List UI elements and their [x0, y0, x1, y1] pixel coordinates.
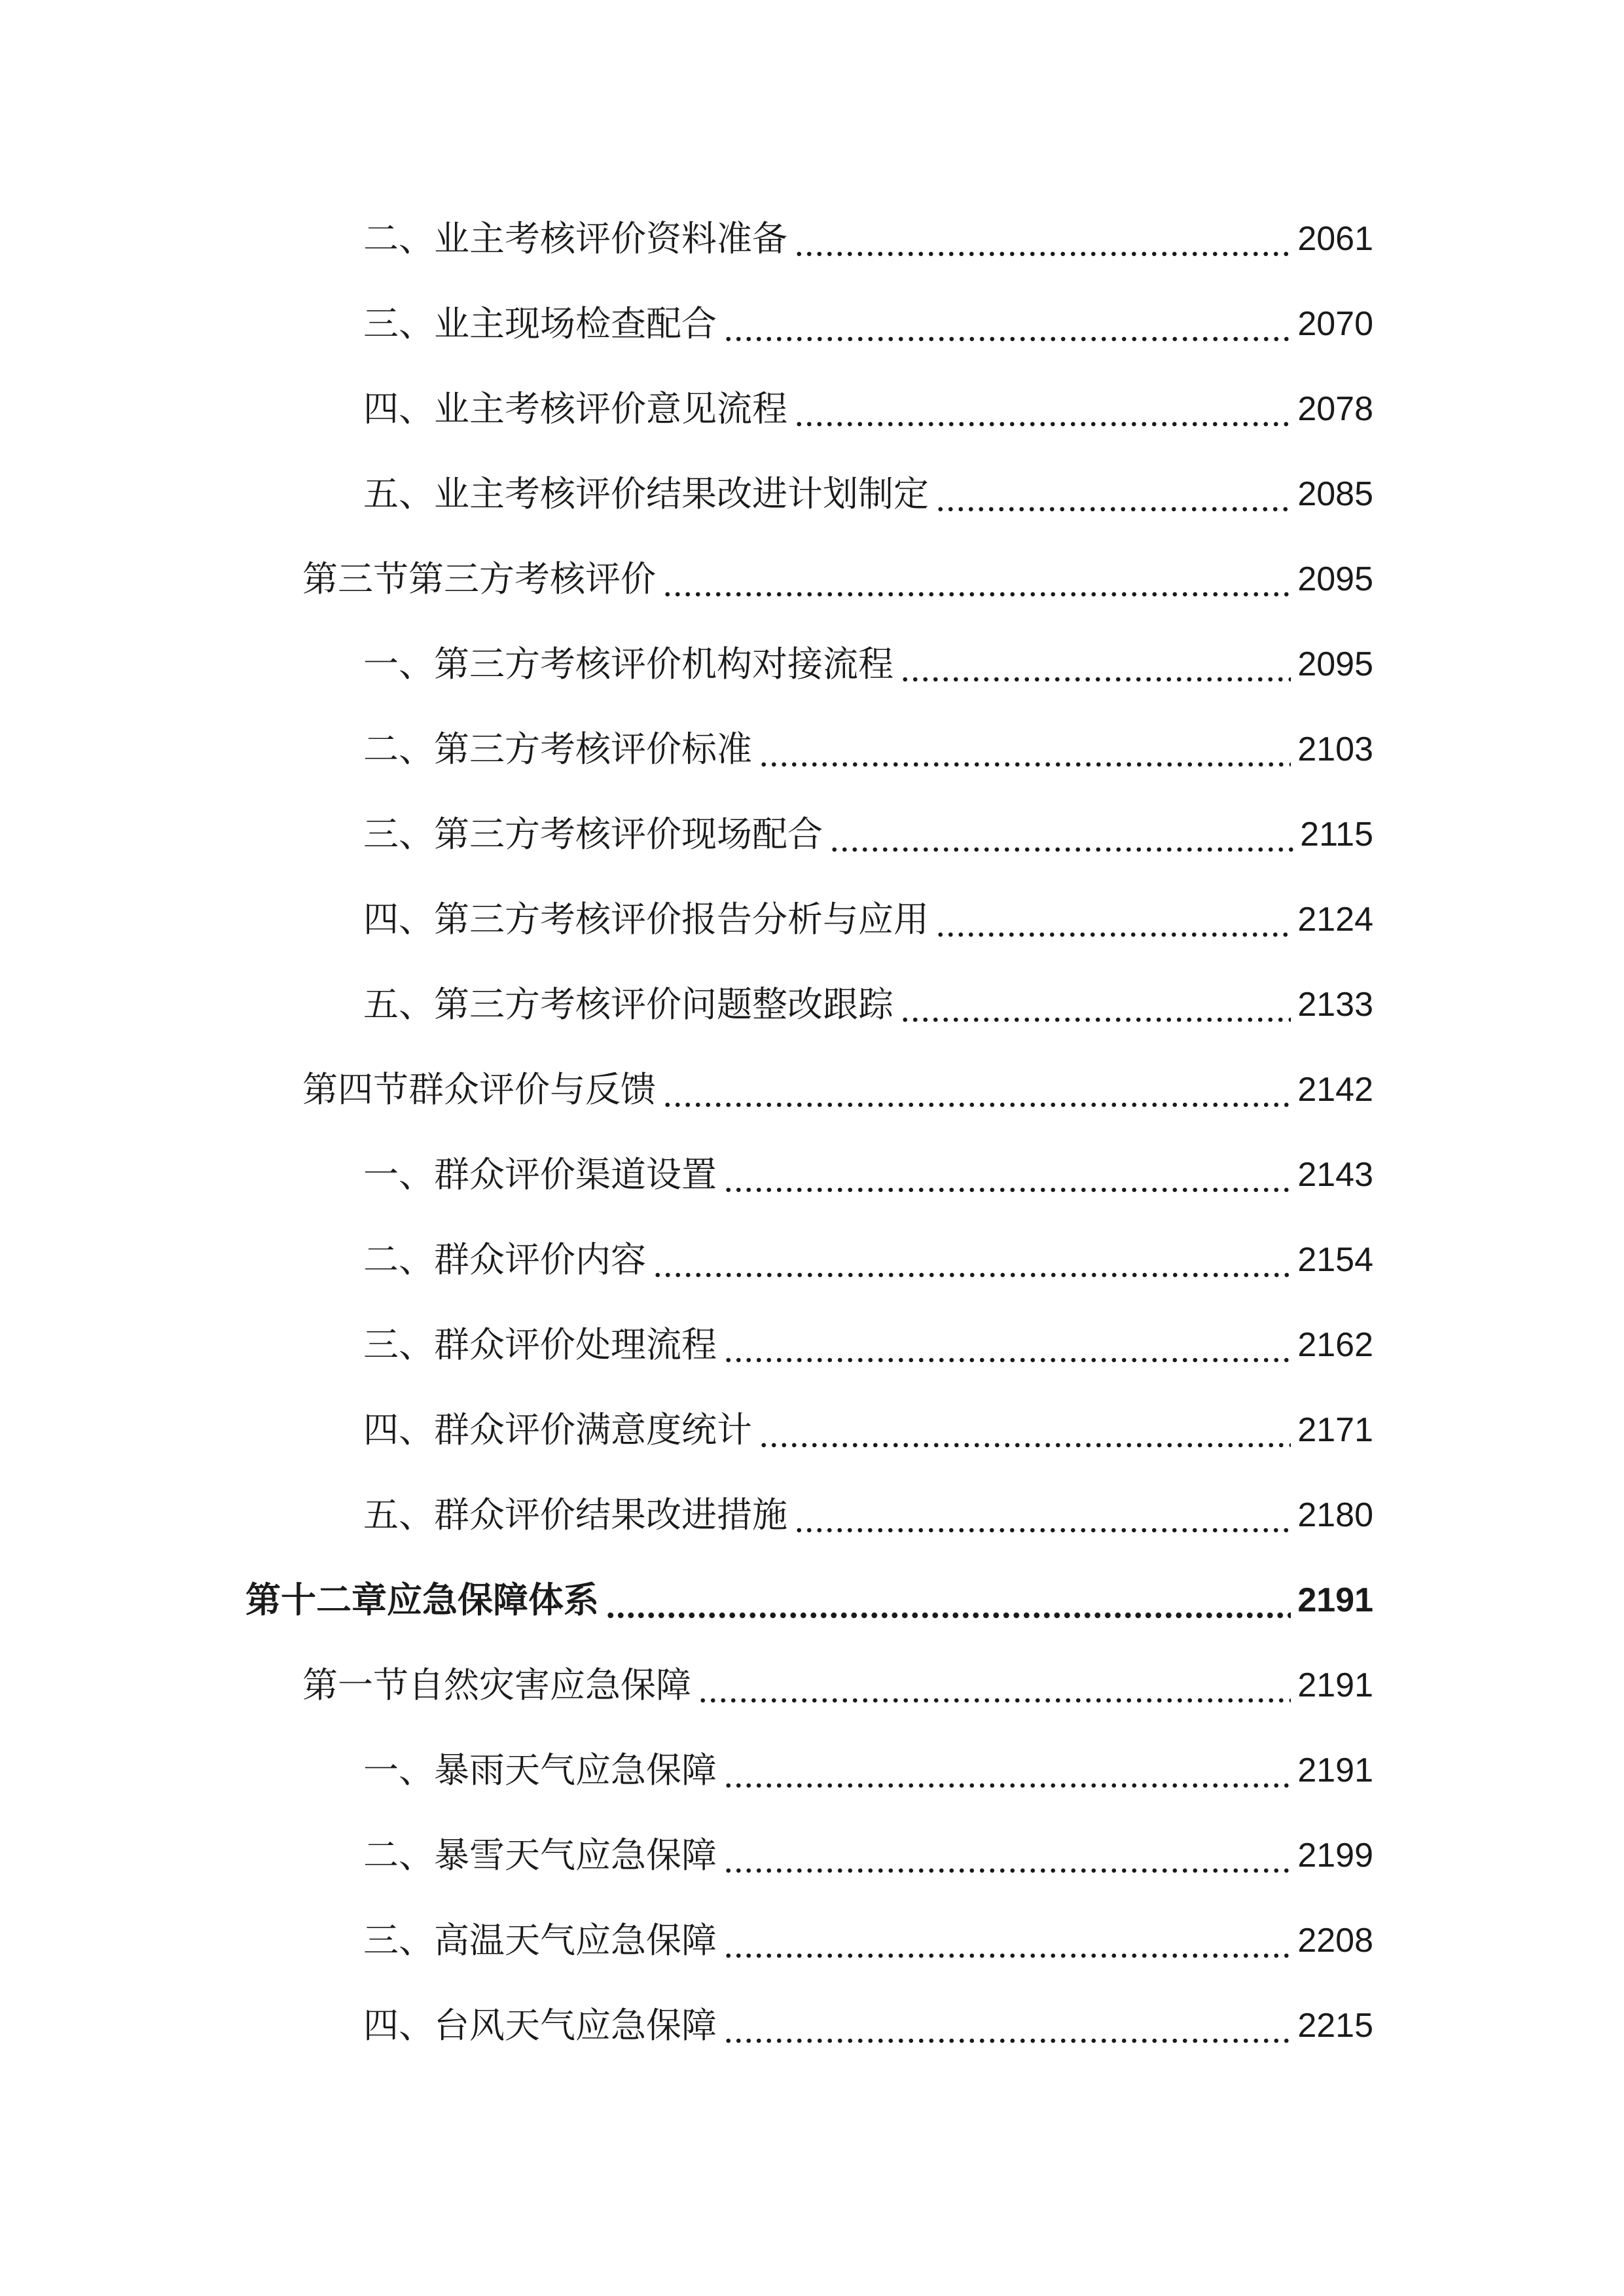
toc-entry-title: 第四节群众评价与反馈 — [302, 1069, 656, 1110]
toc-entry-title: 四、业主考核评价意见流程 — [363, 388, 787, 429]
dot-leader — [935, 468, 1291, 520]
dot-leader — [759, 723, 1291, 776]
toc-entry-page: 2133 — [1297, 986, 1373, 1024]
toc-entry-page: 2191 — [1297, 1581, 1373, 1619]
toc-entry-page: 2095 — [1297, 645, 1373, 683]
toc-entry-title: 四、台风天气应急保障 — [363, 2005, 717, 2046]
toc-entry-page: 2191 — [1297, 1751, 1373, 1789]
dot-leader — [900, 978, 1291, 1031]
dot-leader — [794, 213, 1291, 265]
toc-entry[interactable] — [363, 638, 1373, 691]
dot-leader — [723, 2000, 1291, 2052]
toc-entry-page: 2095 — [1297, 560, 1373, 598]
dot-leader — [935, 893, 1291, 946]
toc-chapter-entry[interactable] — [245, 1574, 1373, 1626]
toc-entry-title: 五、业主考核评价结果改进计划制定 — [363, 473, 929, 514]
toc-entry-page: 2191 — [1297, 1666, 1373, 1704]
toc-entry[interactable] — [363, 1829, 1373, 1882]
dot-leader — [723, 1744, 1291, 1797]
toc-entry-title: 一、暴雨天气应急保障 — [363, 1749, 717, 1791]
dot-leader — [653, 1234, 1291, 1286]
toc-entry-title: 二、第三方考核评价标准 — [363, 728, 752, 770]
toc-entry-title: 二、业主考核评价资料准备 — [363, 218, 787, 259]
dot-leader — [794, 1489, 1291, 1541]
toc-entry-title: 三、第三方考核评价现场配合 — [363, 814, 823, 855]
toc-entry-title: 五、第三方考核评价问题整改跟踪 — [363, 984, 893, 1025]
toc-entry-page: 2078 — [1297, 390, 1373, 428]
toc-entry[interactable] — [363, 383, 1373, 435]
toc-section-entry[interactable] — [302, 553, 1373, 605]
toc-entry[interactable] — [363, 1744, 1373, 1797]
toc-entry[interactable] — [363, 723, 1373, 776]
toc-entry-title: 四、第三方考核评价报告分析与应用 — [363, 899, 929, 940]
dot-leader — [723, 1914, 1291, 1967]
toc-entry-title: 三、高温天气应急保障 — [363, 1920, 717, 1961]
toc-entry-title: 第十二章应急保障体系 — [245, 1579, 599, 1621]
toc-entry-page: 2070 — [1297, 305, 1373, 343]
toc-entry-title: 二、群众评价内容 — [363, 1239, 646, 1280]
toc-entry[interactable] — [363, 1149, 1373, 1201]
toc-entry-title: 第三节第三方考核评价 — [302, 558, 656, 600]
toc-entry[interactable] — [363, 2000, 1373, 2052]
toc-entry[interactable] — [363, 808, 1373, 861]
toc-entry[interactable] — [363, 468, 1373, 520]
toc-entry-page: 2215 — [1297, 2007, 1373, 2045]
toc-entry-page: 2124 — [1297, 901, 1373, 939]
toc-entry-title: 第一节自然灾害应急保障 — [302, 1664, 691, 1706]
toc-section-entry[interactable] — [302, 1659, 1373, 1712]
toc-entry-page: 2171 — [1297, 1411, 1373, 1449]
toc-entry-title: 一、群众评价渠道设置 — [363, 1154, 717, 1195]
toc-entry-title: 二、暴雪天气应急保障 — [363, 1835, 717, 1876]
dot-leader — [605, 1574, 1291, 1626]
toc-entry[interactable] — [363, 893, 1373, 946]
toc-entry-page: 2208 — [1297, 1922, 1373, 1960]
toc-entry-title: 四、群众评价满意度统计 — [363, 1409, 752, 1450]
toc-entry-page: 2103 — [1297, 730, 1373, 768]
dot-leader — [794, 383, 1291, 435]
toc-entry[interactable] — [363, 978, 1373, 1031]
toc-entry[interactable] — [363, 1234, 1373, 1286]
toc-entry[interactable] — [363, 213, 1373, 265]
dot-leader — [723, 298, 1291, 350]
dot-leader — [723, 1829, 1291, 1882]
toc-entry[interactable] — [363, 1489, 1373, 1541]
dot-leader — [759, 1404, 1291, 1456]
toc-entry-page: 2154 — [1297, 1241, 1373, 1279]
dot-leader — [723, 1319, 1291, 1371]
toc-section-entry[interactable] — [302, 1064, 1373, 1116]
toc-entry[interactable] — [363, 1914, 1373, 1967]
toc-entry-page: 2180 — [1297, 1496, 1373, 1534]
dot-leader — [900, 638, 1291, 691]
toc-entry-page: 2061 — [1297, 220, 1373, 258]
toc-entry-title: 五、群众评价结果改进措施 — [363, 1494, 787, 1535]
dot-leader — [723, 1149, 1291, 1201]
toc-entry-title: 三、业主现场检查配合 — [363, 303, 717, 344]
dot-leader — [698, 1659, 1291, 1712]
toc-entry[interactable] — [363, 1404, 1373, 1456]
dot-leader — [662, 553, 1291, 605]
toc-entry-page: 2143 — [1297, 1156, 1373, 1194]
dot-leader — [662, 1064, 1291, 1116]
toc-entry-title: 三、群众评价处理流程 — [363, 1324, 717, 1365]
dot-leader — [829, 808, 1293, 861]
toc-entry-title: 一、第三方考核评价机构对接流程 — [363, 643, 893, 685]
toc-entry-page: 2085 — [1297, 475, 1373, 513]
toc-entry-page: 2115 — [1300, 816, 1373, 853]
toc-entry[interactable] — [363, 298, 1373, 350]
toc-entry-page: 2162 — [1297, 1326, 1373, 1364]
toc-entry[interactable] — [363, 1319, 1373, 1371]
toc-entry-page: 2199 — [1297, 1837, 1373, 1874]
toc-entry-page: 2142 — [1297, 1071, 1373, 1109]
